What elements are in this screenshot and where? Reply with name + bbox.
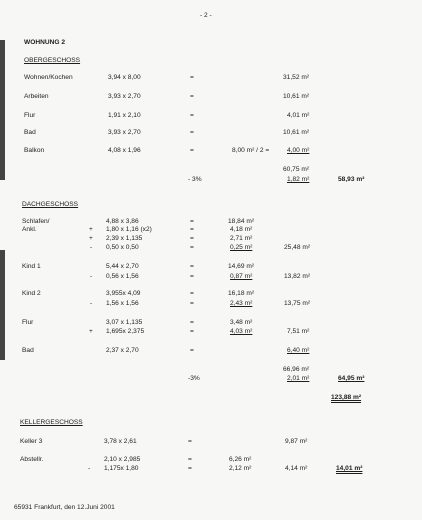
room-result: 6,40 m² — [287, 347, 310, 354]
subtotal: 14,69 m² — [228, 263, 255, 270]
scan-edge-bottom — [0, 250, 5, 360]
calc-line: 1,695x 2,375 — [106, 328, 145, 335]
room-result: 9,87 m² — [285, 438, 308, 445]
og-deduction-label: - 3% — [188, 176, 202, 183]
calc-line: 2,10 x 2,985 — [104, 456, 141, 463]
calc-line: 3,07 x 1,135 — [106, 319, 143, 326]
equals: = — [188, 438, 192, 445]
subtotal: 16,18 m² — [228, 290, 255, 297]
row-label: Flur — [24, 112, 36, 119]
calc-line: 1,80 x 1,16 (x2) — [106, 226, 152, 233]
equals: = — [190, 235, 194, 242]
calc-line: 2,39 x 1,135 — [106, 235, 143, 242]
sign: + — [89, 226, 93, 233]
room-result: 13,75 m² — [284, 300, 311, 307]
row-calc: 3,93 x 2,70 — [108, 93, 141, 100]
row-label: Balkon — [24, 147, 45, 154]
equals: = — [188, 456, 192, 463]
unit-title: WOHNUNG 2 — [24, 39, 66, 46]
og-sum: 60,75 m² — [283, 166, 310, 173]
row-equals: = — [190, 147, 194, 154]
room-result: 25,48 m² — [284, 244, 311, 251]
row-equals: = — [190, 93, 194, 100]
subtotal: 0,87 m² — [230, 273, 253, 280]
equals: = — [190, 319, 194, 326]
dg-sum: 66,96 m² — [283, 366, 310, 373]
room-label-schlafen: Schlafen/ — [22, 218, 50, 225]
dg-deduction-label: -3% — [188, 375, 200, 382]
calc-line: 2,37 x 2,70 — [106, 347, 139, 354]
calc-line: 4,88 x 3,86 — [106, 218, 139, 225]
row-equals: = — [190, 74, 194, 81]
room-label-kind1: Kind 1 — [22, 263, 41, 270]
calc-line: 5,44 x 2,70 — [106, 263, 139, 270]
row-calc: 3,94 x 8,00 — [108, 74, 141, 81]
equals: = — [190, 273, 194, 280]
calc-line: 3,78 x 2,61 — [104, 438, 137, 445]
subtotal: 2,71 m² — [230, 235, 253, 242]
equals: = — [190, 263, 194, 270]
subtotal: 18,84 m² — [228, 218, 255, 225]
equals: = — [190, 347, 194, 354]
sign: + — [89, 235, 93, 242]
subtotal: 4,03 m² — [230, 328, 253, 335]
sign: - — [90, 300, 93, 307]
row-label: Arbeiten — [24, 93, 49, 100]
row-label: Wohnen/Kochen — [24, 74, 73, 81]
equals: = — [190, 328, 194, 335]
row-result: 10,61 m² — [283, 129, 310, 136]
section-heading-kg: KELLERGESCHOSS — [20, 419, 83, 426]
sign: + — [89, 328, 93, 335]
calc-line: 3,955x 4,09 — [106, 290, 141, 297]
subtotal: 6,26 m² — [229, 456, 252, 463]
section-heading-dg: DACHGESCHOSS — [22, 201, 79, 208]
row-result: 4,00 m² — [287, 147, 310, 154]
row-calc: 4,08 x 1,96 — [108, 147, 141, 154]
room-label-kind2: Kind 2 — [22, 290, 41, 297]
og-total: 58,93 m² — [338, 176, 365, 183]
calc-line: 0,56 x 1,56 — [106, 273, 139, 280]
subtotal: 3,48 m² — [230, 319, 253, 326]
room-label-abstellr: Abstellr. — [20, 456, 44, 463]
equals: = — [190, 244, 194, 251]
room-result: 4,14 m² — [285, 465, 308, 472]
room-label-flur: Flur — [22, 319, 34, 326]
kg-total: 14,01 m² — [336, 465, 363, 472]
equals: = — [190, 290, 194, 297]
subtotal: 0,25 m² — [230, 244, 253, 251]
equals: = — [188, 465, 192, 472]
equals: = — [190, 218, 194, 225]
row-calc: 1,91 x 2,10 — [108, 112, 141, 119]
subtotal: 2,12 m² — [229, 465, 252, 472]
sign: - — [90, 273, 93, 280]
row-result: 4,01 m² — [287, 112, 310, 119]
room-label-bad: Bad — [22, 347, 34, 354]
equals: = — [190, 300, 194, 307]
row-equals: = — [190, 112, 194, 119]
subtotal: 4,18 m² — [230, 226, 253, 233]
sign: - — [88, 465, 91, 472]
room-label-keller: Keller 3 — [20, 438, 43, 445]
grand-total: 123,88 m² — [331, 394, 362, 401]
subtotal: 2,43 m² — [230, 300, 253, 307]
page-number: - 2 - — [200, 12, 212, 19]
calc-line: 0,50 x 0,50 — [106, 244, 139, 251]
dg-total: 64,95 m² — [338, 375, 365, 382]
section-heading-og: OBERGESCHOSS — [24, 57, 81, 64]
row-result: 10,61 m² — [283, 93, 310, 100]
calc-line: 1,175x 1,80 — [104, 465, 139, 472]
og-deduction: 1,82 m² — [287, 176, 310, 183]
sign: - — [90, 244, 93, 251]
footer-place-date: 65931 Frankfurt, den 12.Juni 2001 — [14, 504, 115, 511]
calc-line: 1,56 x 1,56 — [106, 300, 139, 307]
row-calc: 3,93 x 2,70 — [108, 129, 141, 136]
row-half-calc: 8,00 m² / 2 = — [232, 147, 270, 154]
scan-edge-top — [0, 40, 5, 180]
room-label-ankl: Ankl. — [22, 226, 37, 233]
dg-deduction: 2,01 m² — [287, 375, 310, 382]
row-equals: = — [190, 129, 194, 136]
row-result: 31,52 m² — [283, 74, 310, 81]
room-result: 13,82 m² — [284, 273, 311, 280]
room-result: 7,51 m² — [287, 328, 310, 335]
equals: = — [190, 226, 194, 233]
row-label: Bad — [24, 129, 36, 136]
